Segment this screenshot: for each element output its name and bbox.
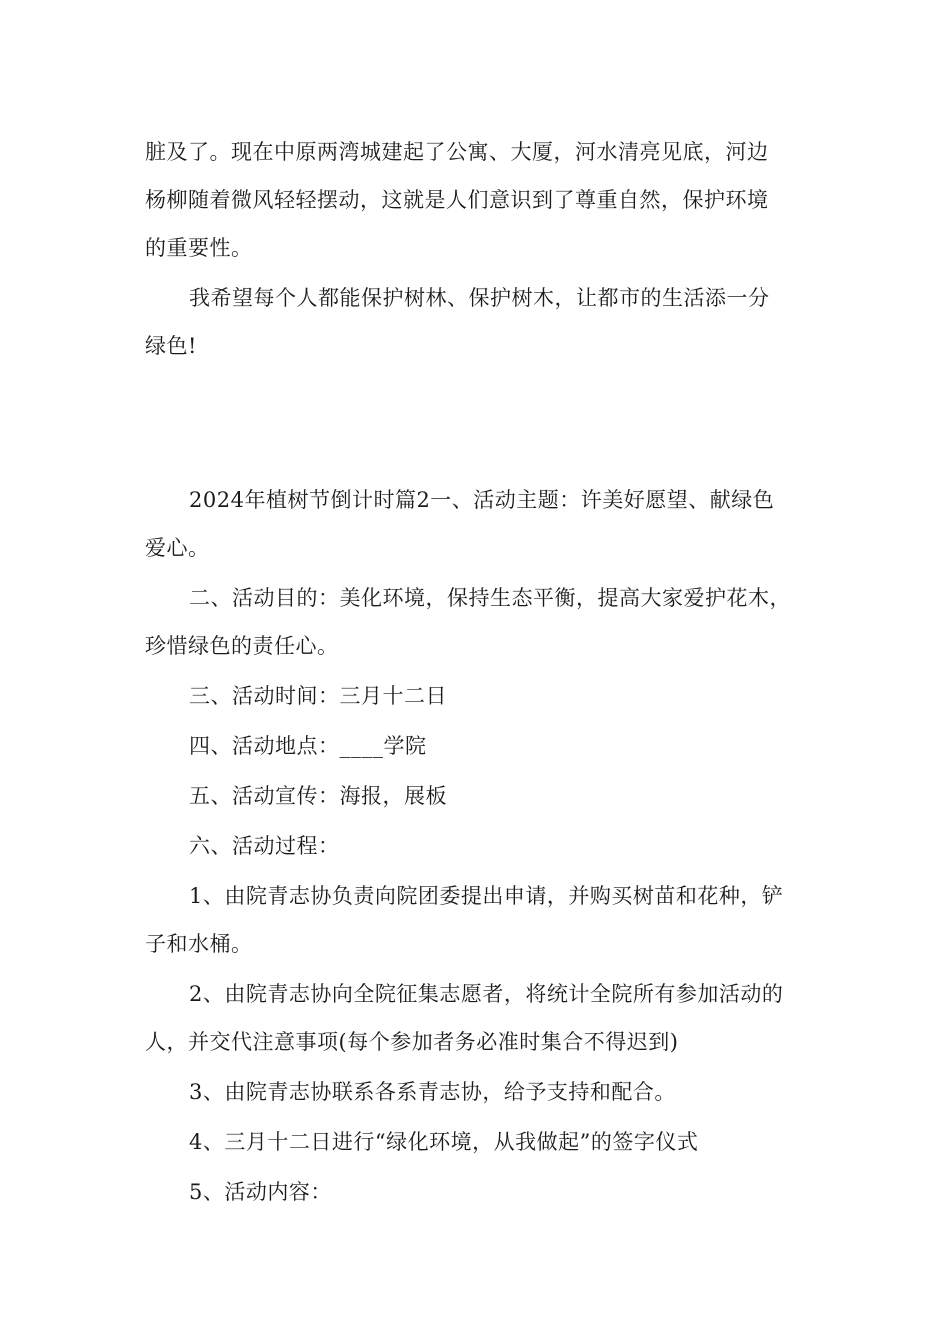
text-line: 2、由院青志协向全院征集志愿者，将统计全院所有参加活动的 <box>189 982 784 1006</box>
text-line: 2024年植树节倒计时篇2一、活动主题：许美好愿望、献绿色 <box>189 488 775 512</box>
paragraph-step-4 <box>145 1118 810 1166</box>
text-line: 珍惜绿色的责任心。 <box>145 634 339 658</box>
text-line: 5、活动内容： <box>189 1180 332 1204</box>
text-line: 爱心。 <box>145 536 210 560</box>
text-line: 杨柳随着微风轻轻摆动，这就是人们意识到了尊重自然，保护环境 <box>145 188 769 212</box>
text-line: 脏及了。现在中原两湾城建起了公寓、大厦，河水清亮见底，河边 <box>145 140 769 164</box>
text-line: 的重要性。 <box>145 236 253 260</box>
text-line: 4、三月十二日进行“绿化环境，从我做起”的签字仪式 <box>189 1130 699 1154</box>
text-line: 二、活动目的：美化环境，保持生态平衡，提高大家爱护花木， <box>189 586 791 610</box>
paragraph-step-1 <box>145 872 810 968</box>
paragraph-activity-promotion <box>145 772 810 820</box>
section-gap <box>145 372 810 476</box>
paragraph-activity-process <box>145 822 810 870</box>
paragraph-step-2 <box>145 970 810 1066</box>
paragraph-hope <box>145 274 810 370</box>
text-line: 四、活动地点：____学院 <box>189 734 427 758</box>
text-line: 子和水桶。 <box>145 932 253 956</box>
paragraph-activity-purpose <box>145 574 810 670</box>
text-line: 三、活动时间：三月十二日 <box>189 684 447 708</box>
text-line: 人，并交代注意事项(每个参加者务必准时集合不得迟到) <box>145 1030 679 1054</box>
paragraph-step-5 <box>145 1168 810 1216</box>
document-body <box>145 128 810 1218</box>
text-line: 1、由院青志协负责向院团委提出申请，并购买树苗和花种，铲 <box>189 884 784 908</box>
paragraph-step-3 <box>145 1068 810 1116</box>
paragraph-activity-time <box>145 672 810 720</box>
paragraph-river-city <box>145 128 810 272</box>
text-line: 绿色! <box>145 334 197 358</box>
paragraph-activity-theme <box>145 476 810 572</box>
text-line: 3、由院青志协联系各系青志协，给予支持和配合。 <box>189 1080 676 1104</box>
text-line: 六、活动过程： <box>189 834 340 858</box>
text-line: 我希望每个人都能保护树林、保护树木，让都市的生活添一分 <box>189 286 770 310</box>
text-line: 五、活动宣传：海报，展板 <box>189 784 447 808</box>
paragraph-activity-location <box>145 722 810 770</box>
